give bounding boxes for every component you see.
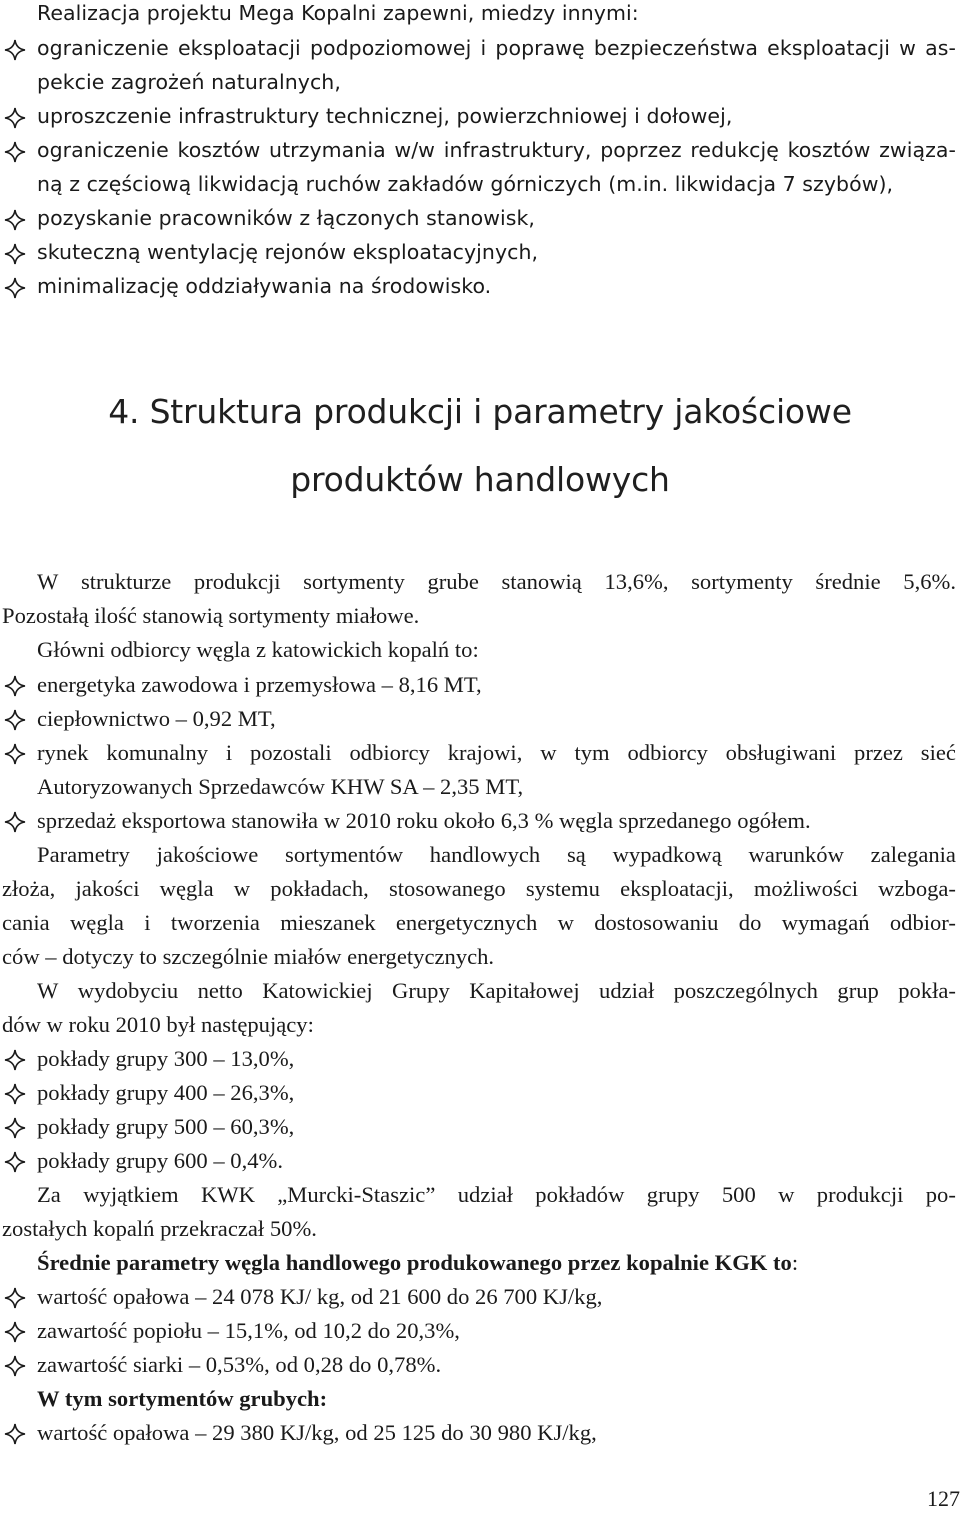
benefit-item [0, 138, 960, 172]
benefit-item [0, 206, 960, 240]
paragraph-line [0, 569, 960, 603]
seam-item [0, 1046, 960, 1080]
paragraph-line [0, 1216, 960, 1250]
diamond-star-bullet-icon [4, 1321, 26, 1343]
seam-item [0, 1148, 960, 1182]
paragraph-line [0, 842, 960, 876]
paragraph-line [0, 637, 960, 671]
avg-params-heading-text: Średnie parametry węgla handlowego produkowanego przez kopalnie KGK to [37, 1250, 792, 1275]
diamond-star-bullet-icon [4, 107, 26, 129]
avg-param-item [0, 1318, 960, 1352]
paragraph-line [0, 944, 960, 978]
paragraph-text: zostałych kopalń przekraczał 50%. [2, 1216, 317, 1241]
paragraph-text: Pozostałą ilość stanowią sortymenty miałowe. [2, 603, 420, 628]
section-title-line-1: 4. Struktura produkcji i parametry jakościowe [108, 392, 852, 431]
seam-item [0, 1080, 960, 1114]
diamond-star-bullet-icon [4, 743, 26, 765]
paragraph-text: W strukturze produkcji sortymenty grube stanowią 13,6%, sortymenty średnie 5,6%. [37, 569, 956, 594]
intro-lead [0, 1, 960, 35]
recipient-item [0, 808, 960, 842]
diamond-star-bullet-icon [4, 277, 26, 299]
seam-text: pokłady grupy 600 – 0,4%. [37, 1148, 283, 1173]
benefit-text: ną z częściową likwidacją ruchów zakładów górniczych (m.in. likwidacja 7 szybów), [37, 172, 894, 196]
benefit-item [0, 36, 960, 70]
diamond-star-bullet-icon [4, 1083, 26, 1105]
diamond-star-bullet-icon [4, 243, 26, 265]
diamond-star-bullet-icon [4, 209, 26, 231]
paragraph-text: Za wyjątkiem KWK „Murcki-Staszic” udział pokładów grupy 500 w produkcji po- [37, 1182, 956, 1207]
benefit-text: pekcie zagrożeń naturalnych, [37, 70, 341, 94]
benefit-item-cont [0, 172, 960, 206]
recipient-text: energetyka zawodowa i przemysłowa – 8,16 MT, [37, 672, 482, 697]
coarse-param-text: wartość opałowa – 29 380 KJ/kg, od 25 125 do 30 980 KJ/kg, [37, 1420, 597, 1445]
recipient-text: rynek komunalny i pozostali odbiorcy krajowi, w tym odbiorcy obsługiwani przez sieć [37, 740, 956, 765]
coarse-params-heading [0, 1386, 960, 1420]
seam-item [0, 1114, 960, 1148]
avg-param-item [0, 1284, 960, 1318]
diamond-star-bullet-icon [4, 1117, 26, 1139]
diamond-star-bullet-icon [4, 1151, 26, 1173]
avg-params-heading-colon: : [791, 1250, 799, 1275]
diamond-star-bullet-icon [4, 709, 26, 731]
avg-param-text: zawartość siarki – 0,53%, od 0,28 do 0,78%. [37, 1352, 442, 1377]
recipient-text: sprzedaż eksportowa stanowiła w 2010 roku około 6,3 % węgla sprzedanego ogółem. [37, 808, 811, 833]
recipient-item-cont [0, 774, 960, 808]
benefit-text: minimalizację oddziaływania na środowisko. [37, 274, 492, 298]
paragraph-text: złoża, jakości węgla w pokładach, stosowanego systemu eksploatacji, możliwości wzboga- [2, 876, 956, 901]
benefit-text: ograniczenie kosztów utrzymania w/w infrastruktury, poprzez redukcję kosztów związa- [37, 138, 956, 162]
paragraph-line [0, 1182, 960, 1216]
benefit-text: pozyskanie pracowników z łączonych stanowisk, [37, 206, 535, 230]
paragraph-text: Główni odbiorcy węgla z katowickich kopalń to: [37, 637, 479, 662]
benefit-text: ograniczenie eksploatacji podpoziomowej i poprawę bezpieczeństwa eksploatacji w as- [37, 36, 956, 60]
benefit-item [0, 104, 960, 138]
paragraph-line [0, 603, 960, 637]
paragraph-line [0, 1012, 960, 1046]
paragraph-text: Parametry jakościowe sortymentów handlowych są wypadkową warunków zalegania [37, 842, 956, 867]
seam-text: pokłady grupy 400 – 26,3%, [37, 1080, 295, 1105]
intro-lead-text: Realizacja projektu Mega Kopalni zapewni, miedzy innymi: [37, 1, 639, 25]
coarse-param-item [0, 1420, 960, 1454]
diamond-star-bullet-icon [4, 39, 26, 61]
benefit-text: skuteczną wentylację rejonów eksploatacyjnych, [37, 240, 539, 264]
recipient-text: ciepłownictwo – 0,92 MT, [37, 706, 276, 731]
coarse-params-heading-text: W tym sortymentów grubych: [37, 1386, 328, 1411]
paragraph-text: ców – dotyczy to szczególnie miałów energetycznych. [2, 944, 495, 969]
benefit-item-cont [0, 70, 960, 104]
diamond-star-bullet-icon [4, 675, 26, 697]
diamond-star-bullet-icon [4, 1049, 26, 1071]
recipient-text: Autoryzowanych Sprzedawców KHW SA – 2,35 MT, [37, 774, 524, 799]
avg-param-text: zawartość popiołu – 15,1%, od 10,2 do 20,3%, [37, 1318, 460, 1343]
benefit-item [0, 274, 960, 308]
benefit-item [0, 240, 960, 274]
diamond-star-bullet-icon [4, 1355, 26, 1377]
recipient-item [0, 706, 960, 740]
diamond-star-bullet-icon [4, 1287, 26, 1309]
paragraph-text: dów w roku 2010 był następujący: [2, 1012, 314, 1037]
diamond-star-bullet-icon [4, 811, 26, 833]
diamond-star-bullet-icon [4, 1423, 26, 1445]
diamond-star-bullet-icon [4, 141, 26, 163]
paragraph-line [0, 978, 960, 1012]
seam-text: pokłady grupy 500 – 60,3%, [37, 1114, 295, 1139]
benefit-text: uproszczenie infrastruktury technicznej, powierzchniowej i dołowej, [37, 104, 733, 128]
avg-param-text: wartość opałowa – 24 078 KJ/ kg, od 21 600 do 26 700 KJ/kg, [37, 1284, 603, 1309]
paragraph-text: W wydobyciu netto Katowickiej Grupy Kapitałowej udział poszczególnych grup pokła- [37, 978, 956, 1003]
paragraph-line [0, 910, 960, 944]
recipient-item [0, 740, 960, 774]
avg-param-item [0, 1352, 960, 1386]
paragraph-text: cania węgla i tworzenia mieszanek energetycznych w dostosowaniu do wymagań odbior- [2, 910, 956, 935]
avg-params-heading [0, 1250, 960, 1284]
seam-text: pokłady grupy 300 – 13,0%, [37, 1046, 295, 1071]
section-title-line-2: produktów handlowych [290, 460, 670, 499]
page-number: 127 [927, 1486, 960, 1511]
paragraph-line [0, 876, 960, 910]
recipient-item [0, 672, 960, 706]
